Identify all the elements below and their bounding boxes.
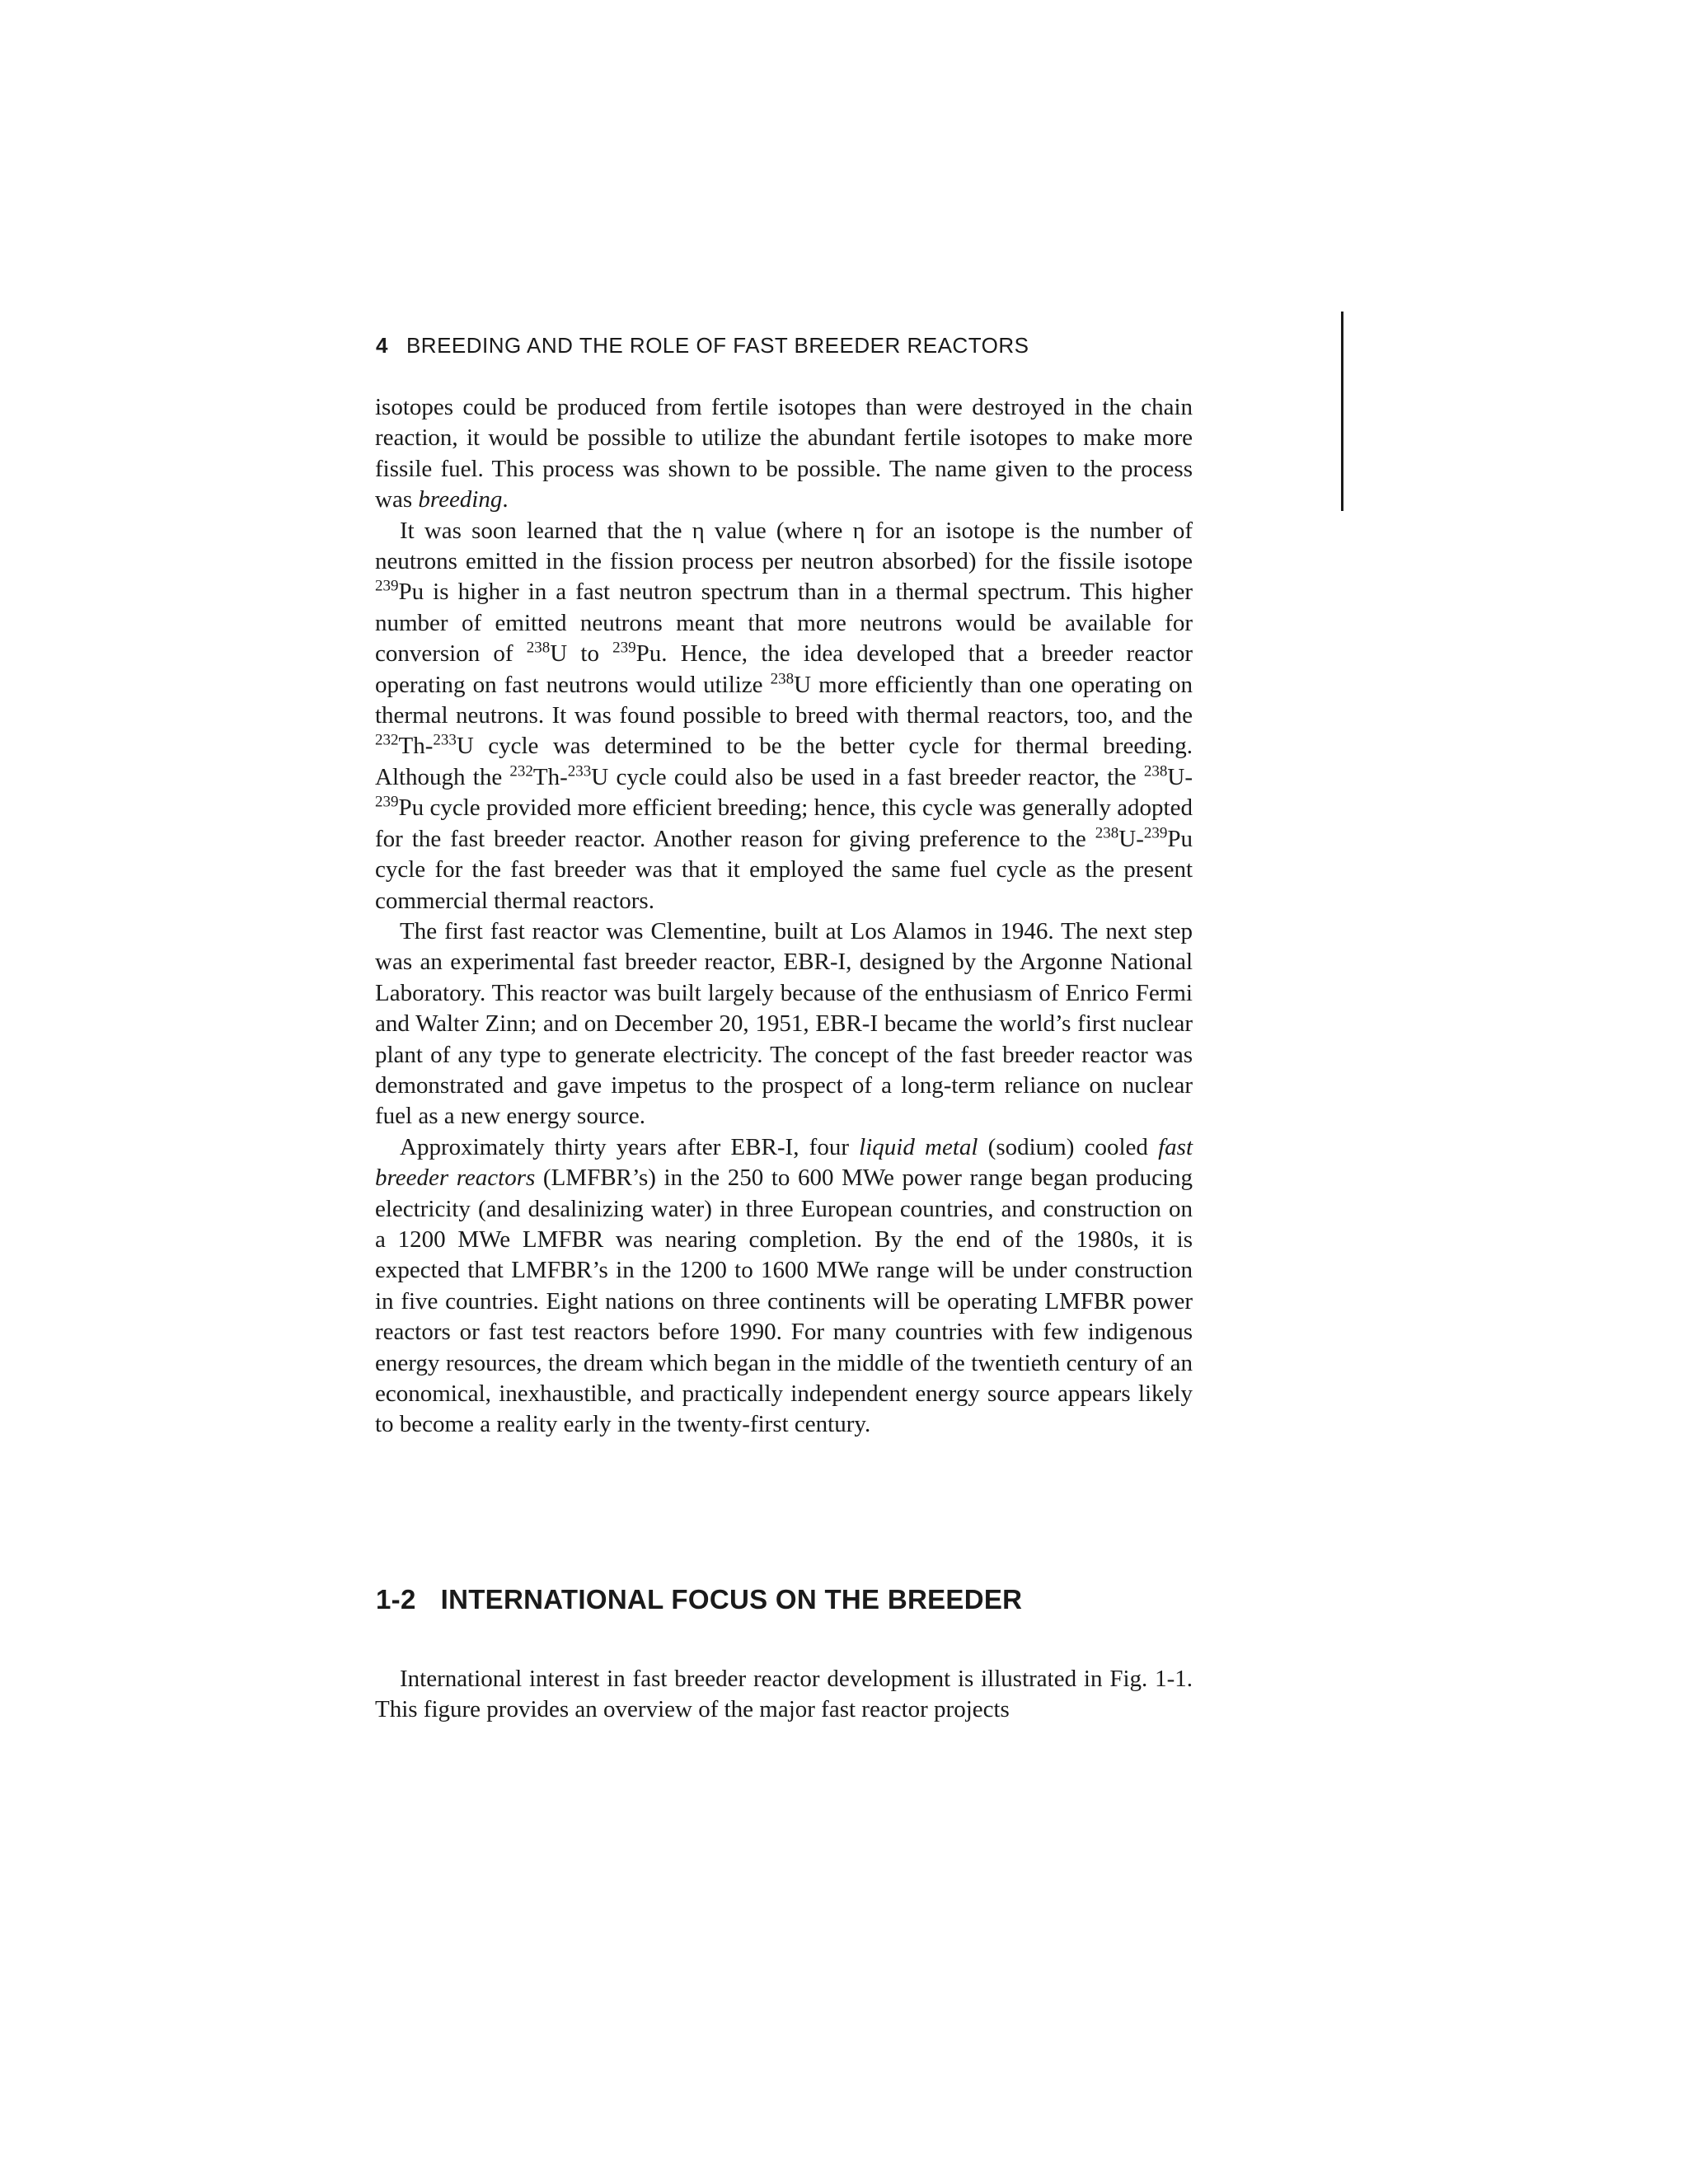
text-run: U cycle could also be used in a fast breeder reactor, the [591,763,1144,790]
page-number: 4 [376,333,388,358]
text-run: U more efficiently than one operating on thermal neutrons. It was found possible to breed with thermal reactors, too, and the [375,671,1193,729]
text-run: Pu cycle for the fast breeder was that it employed the same fuel cycle as the present commercial thermal reactors. [375,825,1193,914]
paragraph-lmfbr [375,1132,1193,1441]
text-run: Th- [532,763,568,790]
section-title: INTERNATIONAL FOCUS ON THE BREEDER [440,1584,1023,1615]
text-run: Pu is higher in a fast neutron spectrum than in a thermal spectrum. This higher number of emitted neutrons meant that more neutrons would be available for conversion of [375,579,1193,668]
text-run: Pu. Hence, the idea developed that a breeder reactor operating on fast neutrons would utilize [375,640,1193,698]
text-run: (LMFBR’s) in the 250 to 600 MWe power range began producing electricity (and desalinizing water) in three European countries, and construction on a 1200 MWe LMFBR was nearing completion. By the end of the 1980s, it is expected that LMFBR’s in the 1200 to 1600 MWe range will be under construction in five countries. Eight nations on three continents will be operating LMFBR power reactors or fast test reactors before 1990. For many countries with few indigenous energy resources, the dream which began in the middle of the twentieth century of an economical, inexhaustible, and practically independent energy source appears likely to become a reality early in the twenty-first century. [375,1165,1193,1438]
isotope-superscript: 233 [433,732,457,750]
isotope-superscript: 238 [526,639,551,657]
running-header [376,333,1200,359]
text-run: U- [1167,763,1193,790]
emphasis-liquid-metal: liquid metal [859,1133,978,1160]
paragraph-international-interest: International interest in fast breeder reactor development is illustrated in Fig. 1-1. This figure provides an overview of the major fast reactor projects [375,1666,1193,1723]
emphasis-fast-breeder-reactors: fast breeder reactors [375,1133,1193,1192]
text-run: Pu cycle provided more efficient breeding; hence, this cycle was generally adopted for the fast breeder reactor. Another reason for giving preference to the [375,794,1193,852]
isotope-superscript: 233 [567,762,592,780]
paragraph-eta-value [375,516,1193,916]
text-run: (sodium) cooled [978,1133,1159,1160]
isotope-superscript: 238 [770,670,795,688]
section-heading [376,1584,1200,1615]
text-run: Th- [398,733,434,760]
text-run: . [502,486,509,513]
isotope-superscript: 239 [1143,824,1168,842]
text-run: Approximately thirty years after EBR-I, four [400,1133,860,1160]
isotope-superscript: 238 [1095,824,1119,842]
paragraph-first-fast-reactor: The first fast reactor was Clementine, built at Los Alamos in 1946. The next step was an experimental fast breeder reactor, EBR-I, designed by the Argonne National Laboratory. This reactor was built largely because of the enthusiasm of Enrico Fermi and Walter Zinn; and on December 20, 1951, EBR-I became the world’s first nuclear plant of any type to generate electricity. The concept of the fast breeder reactor was demonstrated and gave impetus to the prospect of a long-term reliance on nuclear fuel as a new energy source. [375,917,1193,1130]
paragraph-continuation [375,392,1193,516]
running-title: BREEDING AND THE ROLE OF FAST BREEDER REACTORS [406,333,1029,358]
body-text-section [375,1664,1193,1726]
text-run: It was soon learned that the η value (where η for an isotope is the number of neutrons emitted in the fission process per neutron absorbed) for the fissile isotope [375,517,1193,575]
body-text [375,392,1193,1441]
emphasis-breeding: breeding [418,486,503,513]
margin-change-bar [1341,312,1343,511]
isotope-superscript: 238 [1143,762,1168,780]
isotope-superscript: 239 [375,793,399,811]
isotope-superscript: 239 [612,639,636,657]
text-run: U cycle was determined to be the better cycle for thermal breeding. Although the [375,733,1193,790]
isotope-superscript: 232 [509,762,533,780]
section-number: 1-2 [376,1584,416,1615]
text-run: isotopes could be produced from fertile isotopes than were destroyed in the chain reaction, it would be possible to utilize the abundant fertile isotopes to make more fissile fuel. This process was shown to be possible. The name given to the process was [375,394,1193,513]
text-run: U- [1118,825,1144,852]
isotope-superscript: 239 [375,578,399,595]
text-run: U to [550,640,613,668]
isotope-superscript: 232 [375,732,399,750]
